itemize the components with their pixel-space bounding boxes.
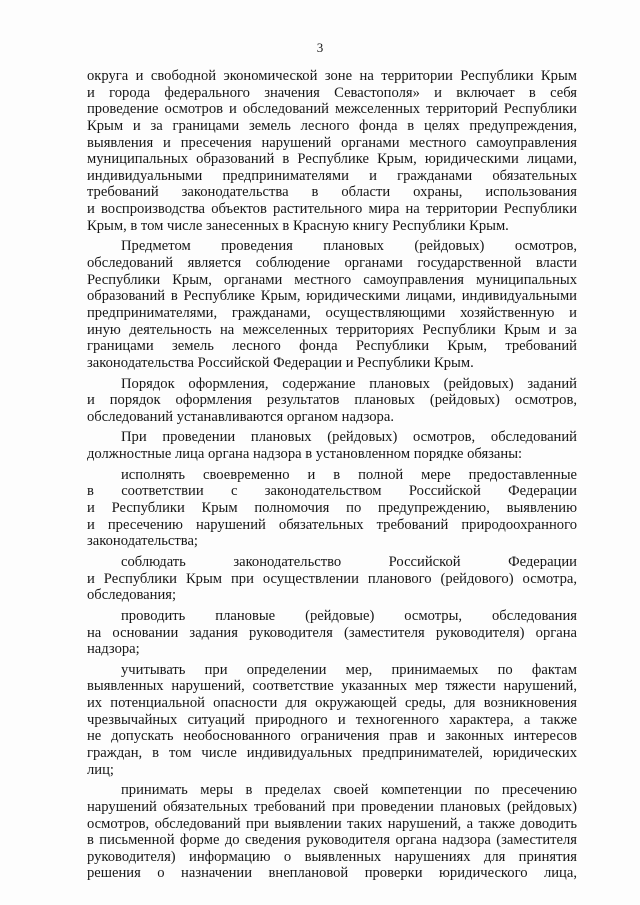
text-line: и Республики Крым полномочия по предупреждению, выявлению [87,500,577,517]
text-line: Предметом проведения плановых (рейдовых) осмотров, [121,238,577,255]
paragraph [87,554,577,604]
text-line: чрезвычайных ситуаций природного и техногенного характера, а также [87,711,577,728]
text-line: исполнять своевременно и в полной мере предоставленные [121,466,577,483]
text-line: и порядок оформления результатов плановых (рейдовых) осмотров, [87,392,577,409]
paragraph [87,429,577,462]
text-line: нарушений обязательных требований при проведении плановых (рейдовых) [87,798,577,815]
paragraph [87,238,577,371]
text-line: в соответствии с законодательством Российской Федерации [87,483,577,500]
text-line: решения о назначении внеплановой проверки юридического лица, [87,865,577,882]
paragraph [87,662,577,778]
text-line: законодательства; [87,533,198,550]
text-line: муниципальных образований в Республике Крым, юридическими лицами, [87,151,577,168]
paragraph [87,608,577,658]
text-line: Крым и за границами земель лесного фонда в целях предупреждения, [87,117,577,134]
text-line: в письменной форме до сведения руководителя органа надзора (заместителя [87,832,577,849]
text-line: округа и свободной экономической зоне на территории Республики Крым [87,68,577,84]
text-line: законодательства Российской Федерации и Республики Крым. [87,354,474,371]
text-line: Крым, в том числе занесенных в Красную книгу Республики Крым. [87,217,509,234]
text-line: и воспроизводства объектов растительного мира на территории Республики [87,201,577,218]
text-line: должностные лица органа надзора в установленном порядке обязаны: [87,446,523,463]
document-body [87,68,577,882]
text-line: проводить плановые (рейдовые) осмотры, обследования [121,607,577,624]
text-line: предпринимателями, гражданами, осуществляющими хозяйственную и [87,304,577,321]
text-line: требований законодательства в области охраны, использования [87,184,577,201]
text-line: образований в Республике Крым, юридическими лицами, индивидуальными [87,288,577,305]
text-line: принимать меры в пределах своей компетенции по пресечению [121,782,577,799]
text-line: проведение осмотров и обследований межселенных территорий Республики [87,101,577,118]
paragraph [87,782,577,882]
text-line: и Республики Крым при осуществлении планового (рейдового) осмотра, [87,570,577,587]
text-line: и пресечению нарушений обязательных требований природоохранного [87,516,577,533]
text-line: обследований устанавливаются органом надзора. [87,408,394,425]
text-line: руководителя) информацию о выявленных нарушениях для принятия [87,848,577,865]
text-line: учитывать при определении мер, принимаемых по фактам [121,661,577,678]
text-line: выявления и пресечения нарушений органами местного самоуправления [87,134,577,151]
paragraph [87,68,577,234]
text-line: не допускать необоснованного ограничения прав и законных интересов [87,728,577,745]
paragraph [87,467,577,550]
text-line: осмотров, обследований при выявлении таких нарушений, а также доводить [87,815,577,832]
text-line: При проведении плановых (рейдовых) осмотров, обследований [121,429,577,446]
text-line: надзора; [87,641,140,658]
text-line: иную деятельность на межселенных территориях Республики Крым и за [87,321,577,338]
paragraph [87,376,577,426]
text-line: обследований является соблюдение органами государственной власти [87,255,577,272]
text-line: Порядок оформления, содержание плановых (рейдовых) заданий [121,375,577,392]
text-line: соблюдать законодательство Российской Федерации [121,553,577,570]
page-number: 3 [316,40,324,55]
text-line: граждан, в том числе индивидуальных предпринимателей, юридических [87,744,577,761]
text-line: на основании задания руководителя (заместителя руководителя) органа [87,624,577,641]
text-line: Республики Крым, органами местного самоуправления муниципальных [87,271,577,288]
text-line: индивидуальными предпринимателями и гражданами обязательных [87,167,577,184]
text-line: границами земель лесного фонда Республики Крым, требований [87,338,577,355]
text-line: их потенциальной опасности для окружающей среды, для возникновения [87,695,577,712]
text-line: выявленных нарушений, соответствие указанных мер тяжести нарушений, [87,678,577,695]
text-line: и города федерального значения Севастополя» и включает в себя [87,84,577,101]
text-line: лиц; [87,761,114,778]
text-line: обследования; [87,587,177,604]
